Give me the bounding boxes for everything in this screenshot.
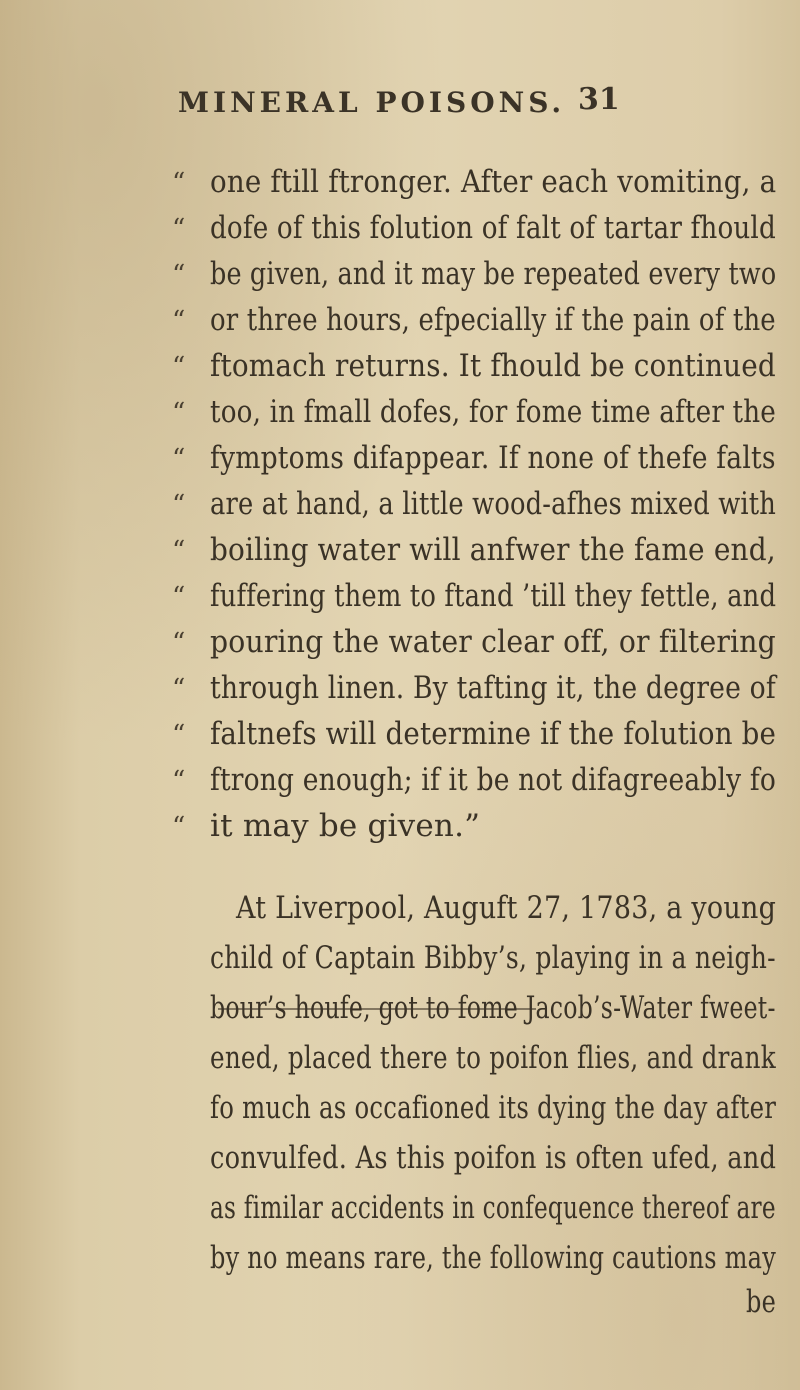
quote-line-text: too, in fmall dofes, for fome time after the: [210, 394, 776, 430]
quote-line-text: or three hours, efpecially if the pain of the: [210, 302, 776, 338]
quote-mark: “: [172, 582, 186, 612]
quote-line-text: are at hand, a little wood-afhes mixed with: [210, 486, 777, 522]
quote-mark: “: [172, 306, 186, 336]
page-number: 31: [578, 82, 620, 117]
quote-line-text: fymptoms difappear. If none of thefe falts: [210, 440, 776, 476]
paragraph-line: At Liverpool, Auguft 27, 1783, a young: [236, 890, 777, 926]
paragraph-line: child of Captain Bibby’s, playing in a neigh-: [210, 940, 776, 976]
quote-mark: “: [172, 214, 186, 244]
paragraph-line: convulfed. As this poifon is often ufed, and: [210, 1140, 777, 1176]
quote-mark: “: [172, 168, 186, 198]
quote-mark: “: [172, 536, 186, 566]
paragraph-line: ened, placed there to poifon flies, and drank: [210, 1040, 776, 1076]
quote-line-text: fuffering them to ftand ’till they fettle, and: [210, 578, 777, 614]
quote-mark: “: [172, 720, 186, 750]
quote-line-text: ftrong enough; if it be not difagreeably fo: [210, 762, 777, 798]
quote-line-text: be given, and it may be repeated every two: [210, 256, 777, 292]
running-title: MINERAL POISONS.: [178, 86, 566, 119]
catchword: be: [746, 1284, 776, 1320]
quote-line-text: faltnefs will determine if the folution be: [210, 716, 777, 752]
paragraph-line: by no means rare, the following cautions may: [210, 1240, 777, 1276]
quote-line-text: it may be given.”: [210, 808, 481, 844]
paragraph-line: fo much as occafioned its dying the day after: [210, 1090, 777, 1126]
quote-mark: “: [172, 352, 186, 382]
quote-line-text: dofe of this folution of falt of tartar fhould: [210, 210, 776, 246]
quote-mark: “: [172, 398, 186, 428]
quote-mark: “: [172, 628, 186, 658]
quote-line-text: boiling water will anfwer the fame end,: [210, 532, 776, 568]
paragraph-line: as fimilar accidents in confequence thereof are: [210, 1190, 776, 1226]
quote-mark: “: [172, 444, 186, 474]
quote-mark: “: [172, 674, 186, 704]
quote-line-text: ftomach returns. It fhould be continued: [210, 348, 776, 384]
quote-mark: “: [172, 812, 186, 842]
quote-line-text: through linen. By tafting it, the degree of: [210, 670, 776, 706]
quote-line-text: pouring the water clear off, or filtering: [210, 624, 776, 660]
quote-mark: “: [172, 260, 186, 290]
quote-mark: “: [172, 490, 186, 520]
paragraph-line: bour’s houfe, got to fome Jacob’s-Water fweet-: [210, 990, 776, 1026]
quote-mark: “: [172, 766, 186, 796]
quote-line-text: one ftill ftronger. After each vomiting, a: [210, 164, 777, 200]
